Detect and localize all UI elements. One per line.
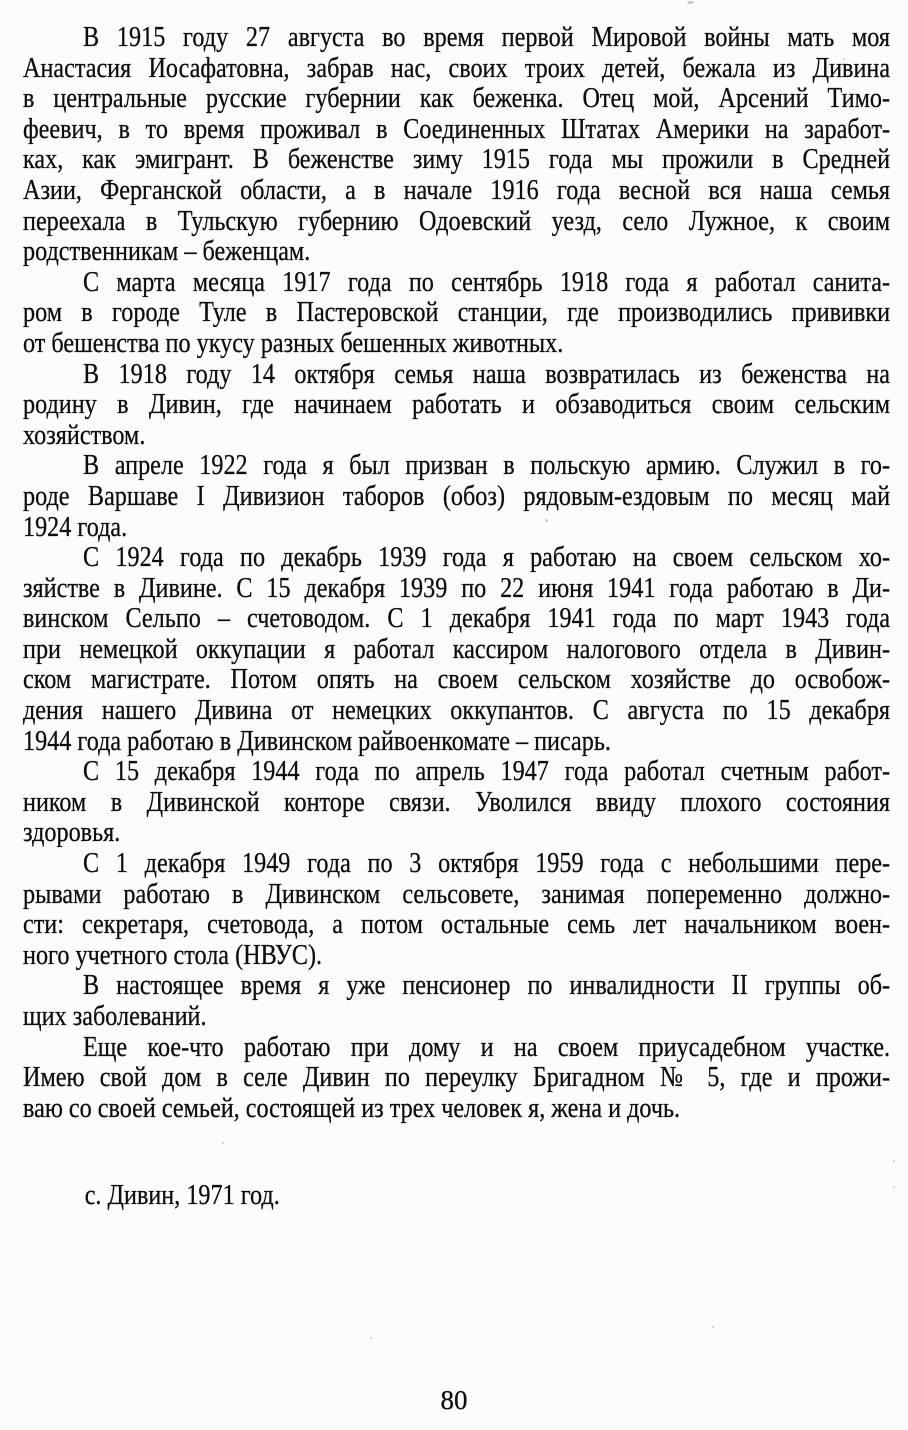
text-line: зяйстве в Дивине. С 15 декабря 1939 по 22 июня 1941 года работаю в Ди- <box>23 571 891 604</box>
text-line: ного учетного стола (НВУС). <box>23 938 323 971</box>
text-line: ником в Дивинской конторе связи. Уволился ввиду плохого состояния <box>23 785 891 818</box>
text-line: дения нашего Дивина от немецких оккупантов. С августа по 15 декабря <box>23 694 891 727</box>
text-line: роде Варшаве I Дивизион таборов (обоз) рядовым-ездовым по месяц май <box>23 479 891 512</box>
scan-speck <box>222 1142 224 1144</box>
text-line: С марта месяца 1917 года по сентябрь 1918 года я работал санита- <box>83 265 891 298</box>
scan-speck <box>712 1326 714 1328</box>
paragraph <box>23 1032 890 1124</box>
text-line: С 1 декабря 1949 года по 3 октября 1959 года с небольшими пере- <box>83 847 891 880</box>
text-line: Анастасия Иосафатовна, забрав нас, своих троих детей, бежала из Дивина <box>23 51 891 84</box>
paragraph <box>23 359 890 451</box>
text-line: С 1924 года по декабрь 1939 года я работаю на своем сельском хо- <box>83 541 891 574</box>
text-line: Азии, Ферганской области, а в начале 1916 года весной вся наша семья <box>23 173 891 206</box>
text-line: ском магистрате. Потом опять на своем сельском хозяйстве до освобож- <box>23 663 891 696</box>
scan-speck <box>687 1 694 4</box>
text-line: от бешенства по укусу разных бешенных животных. <box>23 326 564 359</box>
scan-speck <box>893 1160 895 1162</box>
text-line: В 1915 году 27 августа во время первой Мировой войны мать моя <box>83 21 891 53</box>
text-line: феевич, в то время проживал в Соединенных Штатах Америки на заработ- <box>23 112 891 145</box>
text-line: рывами работаю в Дивинском сельсовете, занимая попеременно должно- <box>23 877 891 910</box>
text-line: ваю со своей семьей, состоящей из трех человек я, жена и дочь. <box>23 1091 681 1124</box>
text-line: переехала в Тульскую губернию Одоевский уезд, село Лужное, к своим <box>23 204 891 237</box>
paragraph <box>23 22 890 267</box>
text-line: С 15 декабря 1944 года по апрель 1947 года работал счетным работ- <box>83 755 891 788</box>
paragraph <box>23 848 890 970</box>
text-line: В апреле 1922 года я был призван в польскую армию. Служил в го- <box>83 449 891 482</box>
page-footer <box>0 1385 908 1415</box>
paragraph <box>23 450 890 542</box>
scan-speck <box>893 1186 895 1188</box>
paragraph <box>23 756 890 848</box>
paragraph <box>23 970 890 1031</box>
scan-speck <box>843 58 845 60</box>
page-number: 80 <box>440 1385 468 1415</box>
text-line: здоровья. <box>23 816 121 849</box>
text-block <box>23 22 890 1211</box>
text-line: винском Сельпо – счетоводом. С 1 декабря 1941 года по март 1943 года <box>23 602 891 635</box>
signature-line: с. Дивин, 1971 год. <box>84 1179 280 1212</box>
text-line: Еще кое-что работаю при дому и на своем приусадебном участке. <box>83 1030 891 1063</box>
text-line: в центральные русские губернии как беженка. Отец мой, Арсений Тимо- <box>23 82 891 115</box>
scan-speck <box>370 1337 372 1339</box>
text-line: 1944 года работаю в Дивинском райвоенкомате – писарь. <box>23 724 611 757</box>
text-line: сти: секретаря, счетовода, а потом остальные семь лет начальником воен- <box>23 908 891 941</box>
paragraph <box>23 542 890 756</box>
text-line: ром в городе Туле в Пастеровской станции, где производились прививки <box>23 296 891 329</box>
text-line: при немецкой оккупации я работал кассиром налогового отдела в Дивин- <box>23 632 891 665</box>
text-line: хозяйством. <box>23 418 146 451</box>
text-line: Имею свой дом в селе Дивин по переулку Бригадном № 5, где и прожи- <box>23 1061 891 1094</box>
scan-speck <box>545 519 548 522</box>
text-line: В настоящее время я уже пенсионер по инвалидности II группы об- <box>83 969 891 1002</box>
text-line: ках, как эмигрант. В беженстве зиму 1915 года мы прожили в Средней <box>23 143 891 176</box>
text-line: щих заболеваний. <box>23 1000 207 1032</box>
text-line: В 1918 году 14 октября семья наша возвратилась из беженства на <box>83 357 891 390</box>
paragraphs-container <box>23 22 890 1123</box>
text-line: родственникам – беженцам. <box>23 235 311 268</box>
text-line: родину в Дивин, где начинаем работать и обзаводиться своим сельским <box>23 388 891 421</box>
paragraph <box>23 267 890 359</box>
text-line: 1924 года. <box>23 510 128 543</box>
